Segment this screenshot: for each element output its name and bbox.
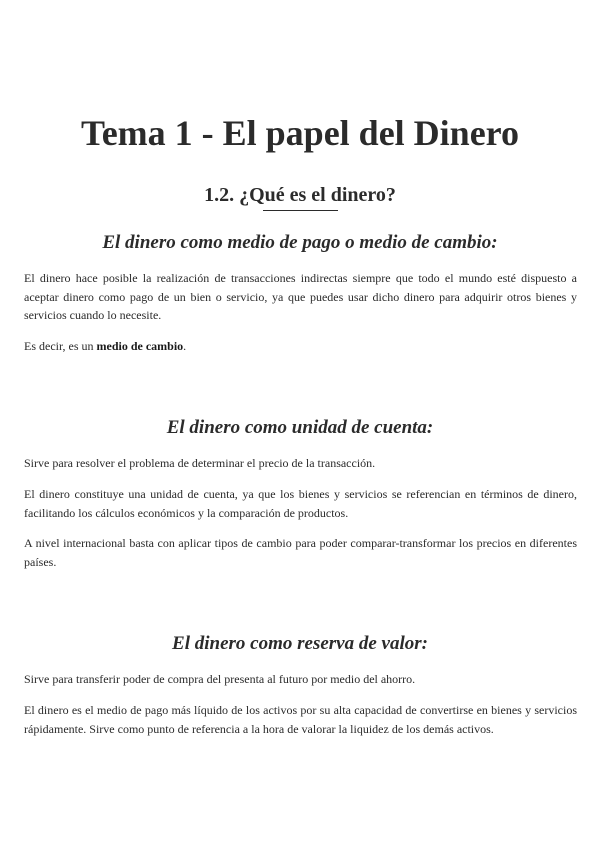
section-subtitle: 1.2. ¿Qué es el dinero? <box>204 184 396 206</box>
heading-medio-de-pago: El dinero como medio de pago o medio de cambio: <box>102 232 498 253</box>
paragraph: Sirve para resolver el problema de determinar el precio de la transacción. <box>24 456 376 470</box>
heading-unidad-de-cuenta: El dinero como unidad de cuenta: <box>166 417 434 438</box>
page-title: Tema 1 - El papel del Dinero <box>80 113 520 153</box>
heading-reserva-de-valor: El dinero como reserva de valor: <box>172 633 428 654</box>
emphasis-prefix: Es decir, es un <box>24 339 97 353</box>
emphasis-bold: medio de cambio <box>96 339 184 353</box>
paragraph: El dinero es el medio de pago más líquido de los activos por su alta capacidad de convertirse en bienes y servicios rápidamente. Sirve como punto de referencia a la hora de valorar la liquidez de los demás activos. <box>24 703 577 736</box>
paragraph: El dinero hace posible la realización de transacciones indirectas siempre que todo el mundo esté dispuesto a aceptar dinero como pago de un bien o servicio, ya que puedes usar dicho dinero para adquirir otros bienes y servicios cuando lo necesite. <box>24 271 577 322</box>
paragraph: El dinero constituye una unidad de cuenta, ya que los bienes y servicios se referencian en términos de dinero, facilitando los cálculos económicos y la comparación de productos. <box>24 487 577 520</box>
paragraph: Sirve para transferir poder de compra del presenta al futuro por medio del ahorro. <box>24 672 416 686</box>
subtitle-underline <box>263 210 338 211</box>
paragraph: A nivel internacional basta con aplicar tipos de cambio para poder comparar-transformar los precios en diferentes países. <box>24 536 577 569</box>
emphasis-suffix: . <box>183 339 187 353</box>
paragraph-emphasis <box>24 337 577 356</box>
